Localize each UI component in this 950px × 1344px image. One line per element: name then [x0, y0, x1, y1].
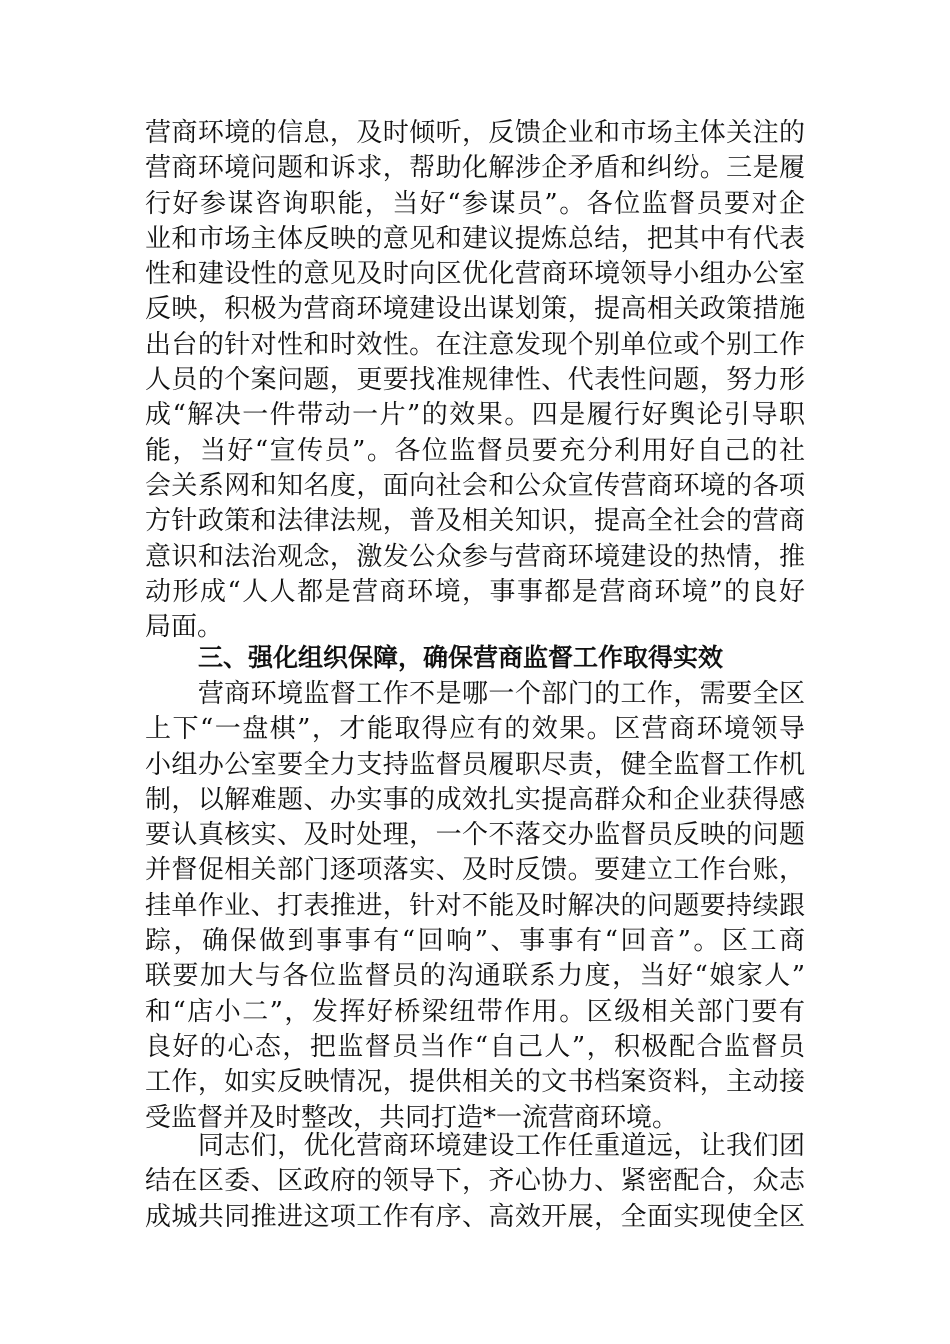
- text-line: 性和建设性的意见及时向区优化营商环境领导小组办公室: [145, 259, 805, 290]
- text-line: 成“解决一件带动一片”的效果。四是履行好舆论引导职: [145, 400, 805, 431]
- text-line: 和“店小二”，发挥好桥梁纽带作用。区级相关部门要有: [145, 996, 805, 1027]
- text-line: 制，以解难题、办实事的成效扎实提高群众和企业获得感: [145, 784, 805, 815]
- text-line: 受监督并及时整改，共同打造*一流营商环境。: [145, 1102, 679, 1133]
- text-line: 人员的个案问题，更要找准规律性、代表性问题，努力形: [145, 365, 805, 396]
- paragraph-continuation: [145, 116, 805, 645]
- text-line: 要认真核实、及时处理，一个不落交办监督员反映的问题: [145, 820, 805, 851]
- text-line: 挂单作业、打表推进，针对不能及时解决的问题要持续跟: [145, 890, 805, 921]
- paragraph-closing: [145, 1129, 805, 1235]
- text-line: 结在区委、区政府的领导下，齐心协力、紧密配合，众志: [145, 1166, 805, 1197]
- text-line: 良好的心态，把监督员当作“自己人”，积极配合监督员: [145, 1031, 805, 1062]
- text-line: 业和市场主体反映的意见和建议提炼总结，把其中有代表: [145, 223, 805, 254]
- text-line: 意识和法治观念，激发公众参与营商环境建设的热情，推: [145, 541, 805, 572]
- text-line: 动形成“人人都是营商环境，事事都是营商环境”的良好: [145, 576, 805, 607]
- text-line: 成城共同推进这项工作有序、高效开展，全面实现使全区: [145, 1201, 805, 1232]
- text-line: 营商环境的信息，及时倾听，反馈企业和市场主体关注的: [145, 118, 805, 148]
- text-line: 小组办公室要全力支持监督员履职尽责，健全监督工作机: [145, 749, 805, 780]
- section-heading: 三、强化组织保障，确保营商监督工作取得实效: [198, 643, 724, 672]
- text-line: 工作，如实反映情况，提供相关的文书档案资料，主动接: [145, 1067, 805, 1098]
- paragraph-organization: [145, 677, 805, 1136]
- text-line: 同志们，优化营商环境建设工作任重道远，让我们团: [145, 1131, 805, 1161]
- text-line: 局面。: [145, 612, 224, 643]
- text-line: 联要加大与各位监督员的沟通联系力度，当好“娘家人”: [145, 961, 805, 992]
- text-line: 会关系网和知名度，面向社会和公众宣传营商环境的各项: [145, 470, 805, 501]
- text-line: 上下“一盘棋”，才能取得应有的效果。区营商环境领导: [145, 714, 805, 745]
- text-line: 能，当好“宣传员”。各位监督员要充分利用好自己的社: [145, 435, 805, 466]
- text-line: 出台的针对性和时效性。在注意发现个别单位或个别工作: [145, 329, 805, 360]
- text-line: 方针政策和法律法规，普及相关知识，提高全社会的营商: [145, 506, 805, 537]
- text-line: 营商环境监督工作不是哪一个部门的工作，需要全区: [145, 679, 805, 709]
- text-line: 营商环境问题和诉求，帮助化解涉企矛盾和纠纷。三是履: [145, 153, 805, 184]
- text-line: 并督促相关部门逐项落实、及时反馈。要建立工作台账，: [145, 855, 805, 886]
- text-line: 踪，确保做到事事有“回响”、事事有“回音”。区工商: [145, 926, 805, 957]
- text-line: 反映，积极为营商环境建设出谋划策，提高相关政策措施: [145, 294, 805, 325]
- text-line: 行好参谋咨询职能，当好“参谋员”。各位监督员要对企: [145, 188, 805, 219]
